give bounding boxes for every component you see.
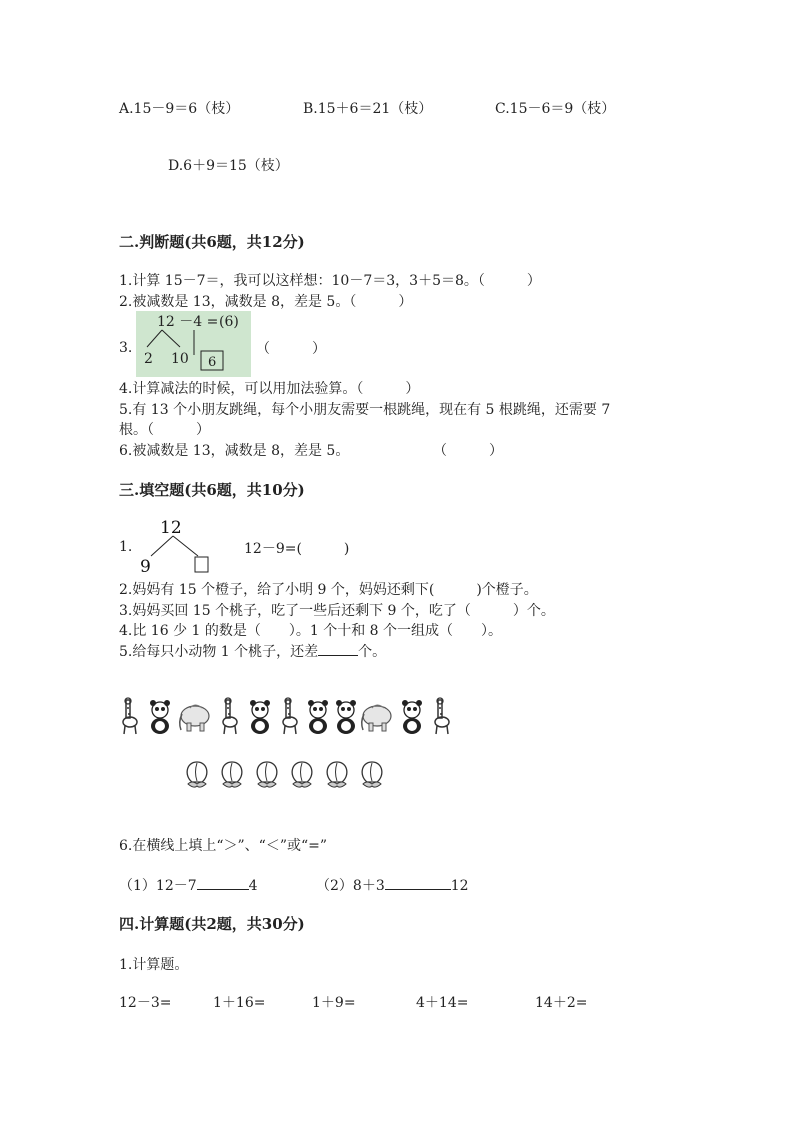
calc-item-4: 4＋14= [416, 995, 469, 1011]
s2-q6-paren: （ ） [433, 443, 503, 459]
choice-a: A.15－9＝6（枝） [119, 101, 240, 117]
s2-q1: 1.计算 15－7＝，我可以这样想：10－7＝3，3＋5＝8。（ ） [119, 273, 541, 289]
s2-q6: 6.被减数是 13，减数是 8，差是 5。 [119, 443, 350, 459]
choice-c: C.15－6＝9（枝） [495, 101, 616, 117]
s3-q6-part2 [316, 875, 469, 895]
section4-title: 四.计算题(共2题，共30分) [119, 915, 305, 933]
q3-split-right [162, 330, 180, 347]
s2-q4: 4.计算减法的时候，可以用加法验算。（ ） [119, 381, 420, 397]
q1-decomposition-diagram [136, 516, 226, 576]
s3-q6-part1 [119, 875, 258, 895]
s2-q2: 2.被减数是 13，减数是 8，差是 5。（ ） [119, 294, 413, 310]
s3-q6-part1-end: 4 [248, 878, 258, 894]
s3-q6-part1-label: （1）12－7 [119, 878, 197, 894]
panda-icon [250, 700, 270, 734]
s3-q6-part2-blank[interactable] [385, 875, 451, 890]
animals-illustration [118, 696, 458, 736]
giraffe-icon [435, 698, 449, 734]
s3-q5 [119, 641, 386, 661]
s3-q3: 3.妈妈买回 15 个桃子，吃了一些后还剩下 9 个，吃了（ ）个。 [119, 603, 555, 619]
peach-icon [257, 762, 277, 787]
s3-q6-part2-end: 12 [450, 878, 469, 894]
peach-icon [362, 762, 382, 787]
q1-split-left [151, 536, 173, 556]
panda-icon [308, 700, 328, 734]
q3-part-left: 2 [144, 351, 153, 367]
s3-q1-number: 1. [119, 539, 133, 555]
q3-part-right: 10 [171, 351, 189, 367]
q1-answer-box [195, 557, 208, 572]
s3-q2: 2.妈妈有 15 个橙子，给了小明 9 个，妈妈还剩下( )个橙子。 [119, 582, 538, 598]
q3-decomposition-diagram [136, 309, 256, 379]
choice-b: B.15＋6＝21（枝） [303, 101, 433, 117]
s4-q1: 1.计算题。 [119, 957, 189, 973]
s3-q5-blank[interactable] [318, 641, 358, 656]
s3-q5-text: 5.给每只小动物 1 个桃子，还差 [119, 644, 319, 660]
choice-d: D.6＋9＝15（枝） [168, 158, 289, 174]
q1-split-right [173, 536, 198, 556]
s2-q5-line1: 5.有 13 个小朋友跳绳，每个小朋友需要一根跳绳，现在有 5 根跳绳，还需要 7 [119, 402, 611, 418]
calc-item-3: 1＋9= [312, 995, 356, 1011]
peach-icon [187, 762, 207, 787]
s3-q6-part2-label: （2）8＋3 [316, 878, 385, 894]
s3-q5-suffix: 个。 [358, 644, 387, 660]
s3-q6-part1-blank[interactable] [197, 875, 249, 890]
peach-icon [222, 762, 242, 787]
s3-q6: 6.在横线上填上“＞”、“＜”或“=” [119, 838, 328, 854]
peaches-illustration [180, 758, 400, 792]
q1-top-number: 12 [160, 518, 182, 538]
panda-icon [402, 700, 422, 734]
calc-item-1: 12－3= [119, 995, 172, 1011]
s2-q5-line2: 根。（ ） [119, 422, 210, 438]
s2-q3-number: 3. [119, 340, 133, 356]
peach-icon [327, 762, 347, 787]
elephant-icon [180, 705, 209, 731]
giraffe-icon [223, 698, 237, 734]
section2-title: 二.判断题(共6题，共12分) [119, 233, 305, 251]
section3-title: 三.填空题(共6题，共10分) [119, 481, 305, 499]
q3-split-left [147, 330, 162, 347]
giraffe-icon [123, 698, 137, 734]
peach-icon [292, 762, 312, 787]
panda-icon [336, 700, 356, 734]
q3-box-value: 6 [208, 355, 217, 370]
giraffe-icon [283, 698, 297, 734]
elephant-icon [362, 705, 391, 731]
calc-item-5: 14＋2= [535, 995, 588, 1011]
q3-expression-answer: (6) [219, 314, 239, 330]
q1-left-number: 9 [140, 557, 151, 576]
s2-q3-paren: （ ） [256, 341, 326, 357]
s3-q1-expression: 12－9=( ) [244, 541, 350, 557]
calc-item-2: 1＋16= [213, 995, 266, 1011]
panda-icon [150, 700, 170, 734]
q3-expression: 12 －4 = [157, 314, 219, 330]
s3-q4: 4.比 16 少 1 的数是（ ）。1 个十和 8 个一组成（ ）。 [119, 623, 503, 639]
